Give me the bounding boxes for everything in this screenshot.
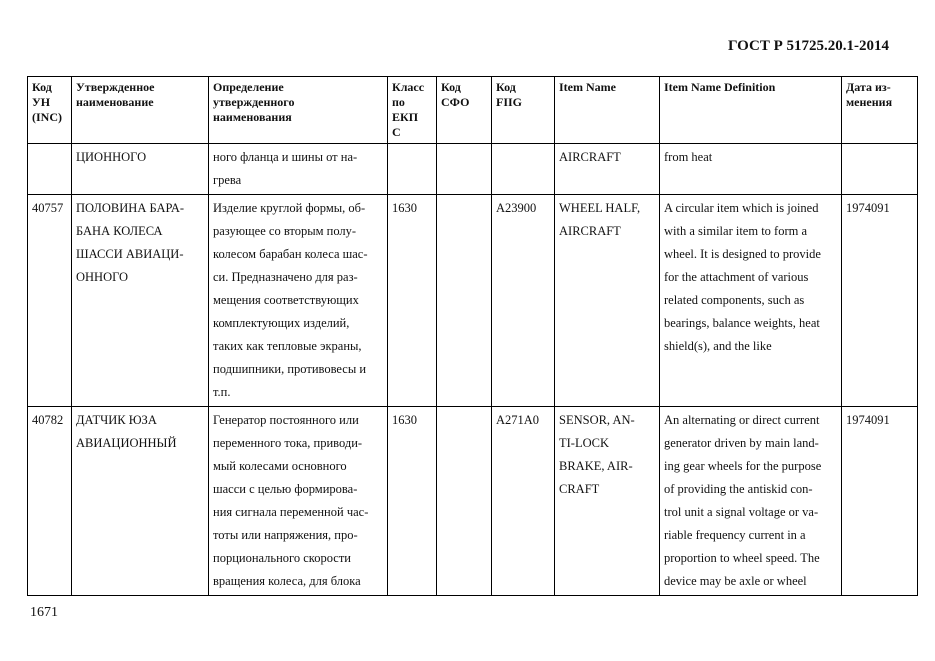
col-item-name-definition-cell bbox=[660, 195, 842, 407]
col-item-name-cell bbox=[555, 407, 660, 596]
cell-line: грева bbox=[213, 173, 242, 187]
header-line: Утвержденное bbox=[76, 80, 155, 94]
col-item-name-header bbox=[555, 77, 660, 144]
cell-line: т.п. bbox=[213, 385, 231, 399]
header-line: наименования bbox=[213, 110, 292, 124]
header-line: Класс bbox=[392, 80, 425, 94]
header-line: Item Name bbox=[559, 80, 616, 94]
cell-line: A circular item which is joined bbox=[664, 201, 819, 215]
cell-line: device may be axle or wheel bbox=[664, 574, 807, 588]
header-line: С bbox=[392, 125, 401, 139]
cell-line: вращения колеса, для блока bbox=[213, 574, 361, 588]
cell-line: CRAFT bbox=[559, 482, 600, 496]
cell-line: with a similar item to form a bbox=[664, 224, 808, 238]
cell-line: колесом барабан колеса шас- bbox=[213, 247, 368, 261]
col-definition-cell bbox=[209, 144, 388, 195]
col-item-name-definition-cell bbox=[660, 144, 842, 195]
page-number: 1671 bbox=[30, 605, 58, 620]
cell-line: ния сигнала переменной час- bbox=[213, 505, 369, 519]
cell-line: related components, such as bbox=[664, 293, 805, 307]
header-line: наименование bbox=[76, 95, 154, 109]
col-sfo-cell bbox=[437, 144, 492, 195]
header-line: Определение bbox=[213, 80, 284, 94]
cell-line: переменного тока, приводи- bbox=[213, 436, 363, 450]
col-approved-name-cell bbox=[72, 195, 209, 407]
cell-line: wheel. It is designed to provide bbox=[664, 247, 821, 261]
col-inc-cell: 40782 bbox=[28, 407, 72, 596]
col-class-header bbox=[388, 77, 437, 144]
col-class-cell bbox=[388, 144, 437, 195]
col-change-date-cell: 1974091 bbox=[842, 407, 918, 596]
cell-line: Генератор постоянного или bbox=[213, 413, 359, 427]
col-definition-cell bbox=[209, 195, 388, 407]
cell-line: ШАССИ АВИАЦИ- bbox=[76, 247, 184, 261]
col-item-name-cell bbox=[555, 195, 660, 407]
cell-line: AIRCRAFT bbox=[559, 224, 621, 238]
cell-line: from heat bbox=[664, 150, 713, 164]
col-item-name-cell bbox=[555, 144, 660, 195]
cell-line: riable frequency current in a bbox=[664, 528, 806, 542]
standard-code: ГОСТ Р 51725.20.1-2014 bbox=[727, 38, 889, 54]
cell-line: ДАТЧИК ЮЗА bbox=[76, 413, 157, 427]
col-change-date-cell: 1974091 bbox=[842, 195, 918, 407]
col-item-name-definition-cell bbox=[660, 407, 842, 596]
header-line: СФО bbox=[441, 95, 470, 109]
col-fiig-cell: A271A0 bbox=[492, 407, 555, 596]
col-sfo-cell bbox=[437, 407, 492, 596]
col-fiig-header bbox=[492, 77, 555, 144]
col-class-cell: 1630 bbox=[388, 195, 437, 407]
table-row bbox=[28, 407, 918, 596]
cell-line: разующее со вторым полу- bbox=[213, 224, 357, 238]
cell-line: bearings, balance weights, heat bbox=[664, 316, 820, 330]
header-line: менения bbox=[846, 95, 893, 109]
header-line: по bbox=[392, 95, 405, 109]
catalog-table bbox=[27, 76, 918, 596]
header-line: Код bbox=[441, 80, 461, 94]
header-line: (INC) bbox=[32, 110, 62, 124]
cell-line: АВИАЦИОННЫЙ bbox=[76, 436, 177, 450]
header-line: Код bbox=[32, 80, 52, 94]
cell-line: ОННОГО bbox=[76, 270, 129, 284]
col-approved-name-cell bbox=[72, 144, 209, 195]
col-sfo-cell bbox=[437, 195, 492, 407]
cell-line: SENSOR, AN- bbox=[559, 413, 635, 427]
col-class-cell: 1630 bbox=[388, 407, 437, 596]
cell-line: мый колесами основного bbox=[213, 459, 347, 473]
col-inc-cell: 40757 bbox=[28, 195, 72, 407]
cell-line: ПОЛОВИНА БАРА- bbox=[76, 201, 185, 215]
col-approved-name-header bbox=[72, 77, 209, 144]
cell-line: AIRCRAFT bbox=[559, 150, 621, 164]
col-fiig-cell bbox=[492, 144, 555, 195]
cell-line: WHEEL HALF, bbox=[559, 201, 641, 215]
header-line: утвержденного bbox=[213, 95, 295, 109]
cell-line: for the attachment of various bbox=[664, 270, 809, 284]
cell-line: ного фланца и шины от на- bbox=[213, 150, 358, 164]
col-approved-name-cell bbox=[72, 407, 209, 596]
cell-line: ЦИОННОГО bbox=[76, 150, 147, 164]
cell-line: си. Предназначено для раз- bbox=[213, 270, 358, 284]
cell-line: BRAKE, AIR- bbox=[559, 459, 633, 473]
cell-line: комплектующих изделий, bbox=[213, 316, 350, 330]
cell-line: таких как тепловые экраны, bbox=[213, 339, 362, 353]
col-definition-cell bbox=[209, 407, 388, 596]
col-change-date-header bbox=[842, 77, 918, 144]
header-line: Дата из- bbox=[846, 80, 891, 94]
col-sfo-header bbox=[437, 77, 492, 144]
cell-line: тоты или напряжения, про- bbox=[213, 528, 358, 542]
header-line: УН bbox=[32, 95, 51, 109]
cell-line: порционального скорости bbox=[213, 551, 351, 565]
header-line: Item Name Definition bbox=[664, 80, 776, 94]
cell-line: TI-LOCK bbox=[559, 436, 609, 450]
cell-line: of providing the antiskid con- bbox=[664, 482, 813, 496]
cell-line: подшипники, противовесы и bbox=[213, 362, 367, 376]
col-change-date-cell bbox=[842, 144, 918, 195]
col-inc-header bbox=[28, 77, 72, 144]
table-header-row bbox=[28, 77, 918, 144]
table-row bbox=[28, 144, 918, 195]
cell-line: generator driven by main land- bbox=[664, 436, 819, 450]
cell-line: trol unit a signal voltage or va- bbox=[664, 505, 819, 519]
cell-line: Изделие круглой формы, об- bbox=[213, 201, 366, 215]
col-item-name-definition-header bbox=[660, 77, 842, 144]
col-fiig-cell: A23900 bbox=[492, 195, 555, 407]
cell-line: БАНА КОЛЕСА bbox=[76, 224, 163, 238]
col-inc-cell bbox=[28, 144, 72, 195]
cell-line: шасси с целью формирова- bbox=[213, 482, 358, 496]
cell-line: shield(s), and the like bbox=[664, 339, 772, 353]
cell-line: An alternating or direct current bbox=[664, 413, 820, 427]
header-line: FIIG bbox=[496, 95, 523, 109]
table-row bbox=[28, 195, 918, 407]
cell-line: ing gear wheels for the purpose bbox=[664, 459, 822, 473]
cell-line: proportion to wheel speed. The bbox=[664, 551, 820, 565]
col-definition-header bbox=[209, 77, 388, 144]
header-line: ЕКП bbox=[392, 110, 419, 124]
cell-line: мещения соответствующих bbox=[213, 293, 359, 307]
header-line: Код bbox=[496, 80, 516, 94]
